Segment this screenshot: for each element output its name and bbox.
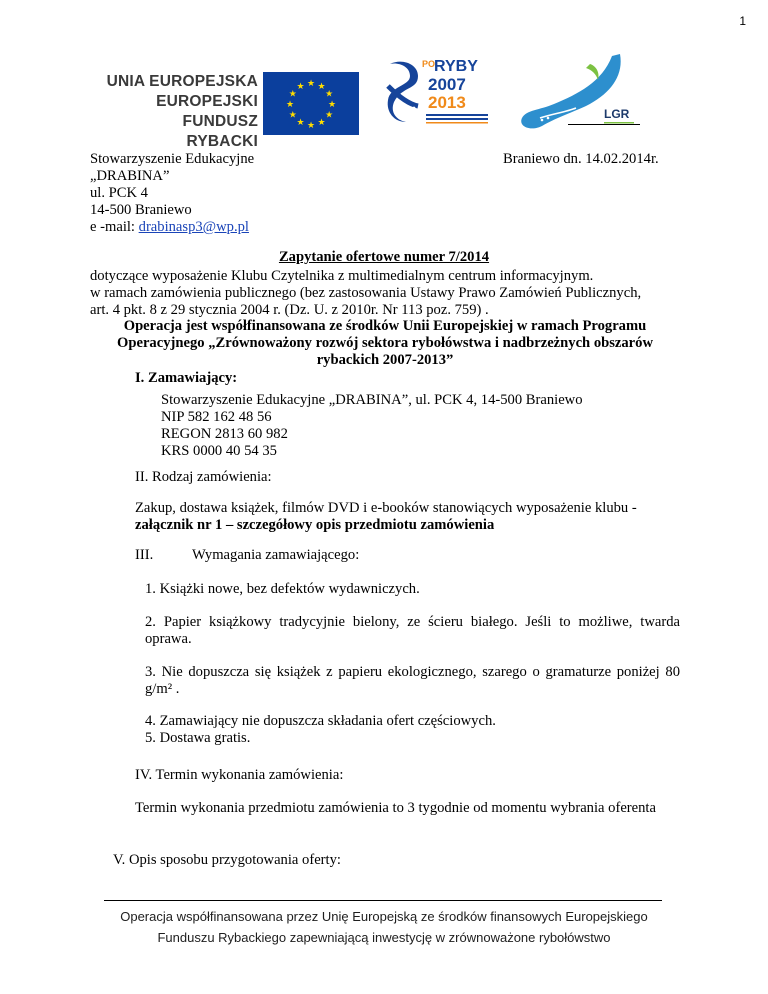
cofinancing-line: Operacja jest współfinansowana ze środków Unii Europejskiej w ramach Programu [123,318,647,334]
requirement-item: 2. Papier książkowy tradycyjnie bielony, ze ścieru białego. Jeśli to możliwe, twarda oprawa. [145,614,680,647]
section-3-heading: Wymagania zamawiającego: [192,547,360,563]
ryby-year2-text: 2013 [428,93,466,112]
email-label: e -mail: [90,219,139,235]
section-5-heading: V. Opis sposobu przygotowania oferty: [113,852,341,868]
contracting-authority-details [161,392,583,460]
svg-text:★: ★ [327,100,337,110]
intro-line: w ramach zamówienia publicznego (bez zastosowania Ustawy Prawo Zamówień Publicznych, [90,285,642,301]
authority-line: NIP 582 162 48 56 [161,409,272,425]
svg-text:★: ★ [296,81,305,92]
svg-text:★: ★ [325,110,334,121]
order-type-line: Zakup, dostawa książek, filmów DVD i e-booków stanowiących wyposażenie klubu - [135,500,637,516]
intro-line: art. 4 pkt. 8 z 29 stycznia 2004 r. (Dz. U. z 2010r. Nr 113 poz. 759) . [90,302,489,318]
sender-line: 14-500 Braniewo [90,202,192,218]
footer-line-1: Operacja współfinansowana przez Unię Europejską ze środków finansowych Europejskiego [120,909,648,924]
cofinancing-statement [90,318,680,369]
authority-line: REGON 2813 60 982 [161,426,288,442]
header-rule [568,124,640,125]
section-3-number: III. [135,547,154,563]
document-title: Zapytanie ofertowe numer 7/2014 [278,249,490,265]
footer-rule [104,900,662,901]
svg-text:★: ★ [306,79,316,89]
intro-line: dotyczące wyposażenie Klubu Czytelnika z multimedialnym centrum informacyjnym. [90,268,594,284]
requirement-item: 3. Nie dopuszcza się książek z papieru ekologicznego, szarego o gramaturze poniżej 80 g/m² . [145,664,680,697]
sender-line: Stowarzyszenie Edukacyjne [90,151,255,167]
lgr-label: LGR [604,107,630,121]
footer-line-2: Funduszu Rybackiego zapewniającą inwestycję w zrównoważone rybołówstwo [157,930,611,945]
eu-line-3: RYBACKI [186,133,258,150]
sender-line: „DRABINA” [90,168,170,184]
svg-text:★: ★ [325,89,334,100]
svg-text:★: ★ [285,100,295,110]
order-type-description [135,500,680,534]
intro-paragraph [90,268,690,319]
footer-note [90,906,678,948]
eu-line-1: UNIA EUROPEJSKA [106,73,258,90]
sender-email-line [90,219,410,236]
section-4-heading: IV. Termin wykonania zamówienia: [135,767,344,783]
attachment-reference: załącznik nr 1 – szczegółowy opis przedmiotu zamówienia [135,517,495,533]
svg-text:★: ★ [296,118,305,129]
po-ryby-logo [384,56,492,130]
ryby-year1-text: 2007 [428,75,466,94]
sender-address [90,151,410,236]
deadline-text: Termin wykonania przedmiotu zamówienia to 3 tygodnie od momentu wybrania oferenta [135,800,656,816]
section-2-heading: II. Rodzaj zamówienia: [135,469,272,485]
svg-text:★: ★ [288,89,297,100]
authority-line: KRS 0000 40 54 35 [161,443,277,459]
document-date: Braniewo dn. 14.02.2014r. [503,151,659,167]
authority-line: Stowarzyszenie Edukacyjne „DRABINA”, ul. PCK 4, 14-500 Braniewo [161,392,583,408]
cofinancing-line: Operacyjnego „Zrównoważony rozwój sektora rybołówstwa i nadbrzeżnych obszarów [117,335,653,351]
email-link[interactable]: drabinasp3@wp.pl [138,219,249,235]
eu-fund-logo-text [90,72,258,152]
svg-text:★: ★ [306,121,316,131]
ryby-name-text: RYBY [434,58,478,75]
requirement-item: 4. Zamawiający nie dopuszcza składania ofert częściowych. [145,713,496,729]
svg-text:★: ★ [288,110,297,121]
page-number: 1 [739,14,746,28]
sender-line: ul. PCK 4 [90,185,148,201]
ryby-po-text: PO [422,59,436,69]
eu-line-2: EUROPEJSKI FUNDUSZ [156,93,258,130]
section-1-heading: I. Zamawiający: [135,370,238,386]
cofinancing-line: rybackich 2007-2013” [316,352,454,368]
lgr-logo [512,52,637,132]
svg-text:★: ★ [317,118,326,129]
svg-text:★: ★ [317,81,326,92]
eu-flag-icon [263,72,359,135]
requirement-item: 5. Dostawa gratis. [145,730,251,746]
requirement-item: 1. Książki nowe, bez defektów wydawniczych. [145,581,420,597]
